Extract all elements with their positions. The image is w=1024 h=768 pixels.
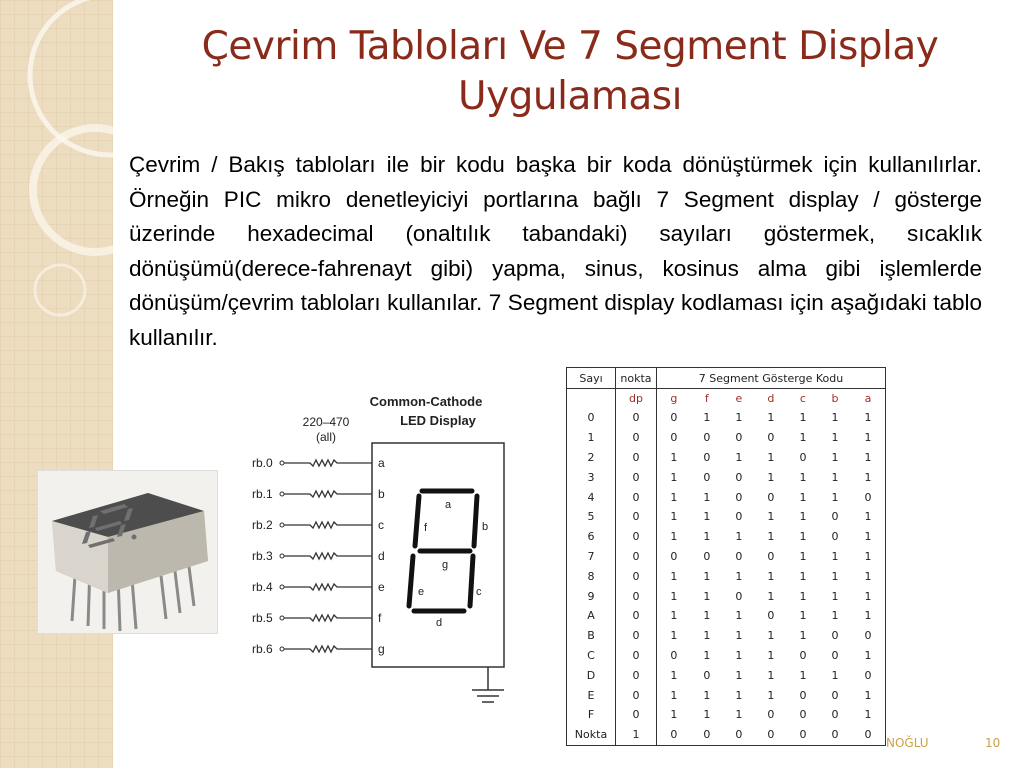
subheader-g: g [670, 392, 678, 405]
table-cell: 1 [831, 589, 839, 603]
resistor-line [282, 460, 372, 466]
input-label: f [378, 611, 382, 625]
table-cell: 1 [851, 448, 886, 468]
table-cell: 1 [831, 411, 839, 425]
table-cell: 0 [723, 725, 755, 745]
resistor-line [282, 553, 372, 559]
pin-label: rb.0 [252, 456, 273, 470]
table-cell: 1 [831, 569, 839, 583]
table-cell: 0 [703, 549, 711, 563]
table-cell: 0 [735, 589, 743, 603]
table-cell: 0 [616, 626, 657, 646]
subheader-dp: dp [616, 389, 657, 409]
footer-author: NOĞLU [886, 736, 929, 750]
table-cell: 0 [831, 708, 839, 722]
table-row [567, 547, 886, 567]
table-cell: 0 [703, 450, 711, 464]
table-cell: 1 [703, 688, 711, 702]
table-cell: 1 [670, 470, 678, 484]
table-cell: 1 [799, 629, 807, 643]
table-row [567, 685, 886, 705]
table-cell: 8 [567, 566, 616, 586]
table-cell: 0 [616, 408, 657, 428]
table-cell: 0 [767, 609, 775, 623]
pin-label: rb.4 [252, 580, 273, 594]
table-cell: 6 [567, 527, 616, 547]
table-cell: 0 [735, 431, 743, 445]
table-cell: A [567, 606, 616, 626]
schematic-title-line-2: LED Display [400, 413, 476, 428]
decorative-sidebar [0, 0, 113, 768]
table-cell: 1 [670, 708, 678, 722]
ground-symbol [472, 667, 504, 702]
table-cell: 1 [851, 606, 886, 626]
table-cell: 1 [851, 566, 886, 586]
table-cell: 1 [703, 490, 711, 504]
input-label: e [378, 580, 385, 594]
table-cell: 1 [831, 668, 839, 682]
table-row [567, 725, 886, 745]
table-cell [567, 389, 616, 409]
table-cell: 0 [799, 648, 807, 662]
table-cell: 1 [851, 705, 886, 725]
pin-dot [280, 554, 284, 558]
table-cell: 1 [851, 685, 886, 705]
table-cell: D [567, 665, 616, 685]
table-cell: 1 [831, 431, 839, 445]
table-cell: 0 [616, 586, 657, 606]
pin-row [252, 611, 382, 625]
table-cell: 5 [567, 507, 616, 527]
segment-label-g: g [442, 559, 449, 571]
table-cell: 0 [851, 487, 886, 507]
table-cell: 1 [831, 609, 839, 623]
table-cell: 1 [703, 569, 711, 583]
table-cell: 0 [691, 725, 723, 745]
table-cell: 1 [735, 450, 743, 464]
table-cell: 1 [799, 668, 807, 682]
table-row [567, 408, 886, 428]
table-cell: 0 [616, 685, 657, 705]
table-cell: 0 [767, 431, 775, 445]
table-cell: 0 [616, 705, 657, 725]
table-row [567, 606, 886, 626]
table-cell: 0 [735, 549, 743, 563]
table-cell: 1 [670, 510, 678, 524]
table-cell: 1 [703, 510, 711, 524]
table-cell: 0 [799, 688, 807, 702]
table-cell: 1 [799, 490, 807, 504]
table-cell: 1 [735, 688, 743, 702]
table-cell: 0 [616, 665, 657, 685]
table-row [567, 586, 886, 606]
subheader-e: e [735, 392, 743, 405]
table-cell: 0 [616, 527, 657, 547]
pin-row [252, 518, 384, 532]
table-row [567, 566, 886, 586]
table-cell: 0 [616, 547, 657, 567]
pin-row [252, 456, 385, 470]
table-cell: 0 [851, 725, 886, 745]
table-cell: 0 [831, 629, 839, 643]
subheader-d: d [767, 392, 775, 405]
table-cell: 0 [831, 688, 839, 702]
pin-dot [280, 585, 284, 589]
pin-label: rb.2 [252, 518, 273, 532]
resistor-line [282, 584, 372, 590]
title-line-2: Uygulaması [458, 74, 682, 119]
pin-row [252, 549, 385, 563]
seven-segment-photo [37, 470, 218, 634]
table-cell: 0 [670, 549, 678, 563]
table-cell: 1 [703, 411, 711, 425]
table-cell: 3 [567, 467, 616, 487]
table-cell: 1 [851, 547, 886, 567]
table-cell: 0 [755, 725, 787, 745]
pin-label: rb.5 [252, 611, 273, 625]
table-cell: 1 [831, 450, 839, 464]
page-number: 10 [985, 736, 1001, 750]
segment-label-e: e [418, 586, 425, 598]
schematic-title-line-1: Common-Cathode [369, 394, 483, 409]
slide-title [140, 22, 1000, 122]
table-row [567, 665, 886, 685]
table-cell: 1 [767, 569, 775, 583]
table-cell: 1 [767, 450, 775, 464]
body-paragraph: Çevrim / Bakış tabloları ile bir kodu başka bir koda dönüştürmek için kullanılırlar. Örneğin PIC mikro denetleyiciyi portlarına bağlı 7 Segment display / gösterge üzerinde hexadecimal (onaltılık tabandaki) sayıları göstermek, sıcaklık dönüşümü(derece-fahrenayt gibi) yapma, sinus, kosinus alma gibi işlemlerde dönüşüm/çevrim tabloları kullanılar. 7 Segment display kodlaması için aşağıdaki tablo kullanılır. [129, 152, 982, 350]
segment-label-c: c [476, 586, 482, 598]
table-cell: F [567, 705, 616, 725]
table-cell: 1 [567, 428, 616, 448]
table-cell: 0 [657, 725, 691, 745]
table-cell: 1 [670, 688, 678, 702]
header-nokta: nokta [616, 368, 657, 389]
segment-label-a: a [445, 499, 452, 511]
table-cell: 1 [670, 629, 678, 643]
pin-label: rb.3 [252, 549, 273, 563]
table-cell: 0 [567, 408, 616, 428]
pin-label: rb.1 [252, 487, 273, 501]
table-cell: 1 [831, 549, 839, 563]
table-cell: 1 [851, 467, 886, 487]
table-cell: 1 [767, 530, 775, 544]
table-cell: 1 [767, 411, 775, 425]
table-cell: 0 [703, 431, 711, 445]
table-cell: 1 [735, 411, 743, 425]
table-subheader-row [567, 389, 886, 409]
table-cell: 0 [616, 467, 657, 487]
subheader-a: a [851, 389, 886, 409]
table-cell: 0 [819, 725, 851, 745]
header-segment-code: 7 Segment Gösterge Kodu [657, 368, 886, 389]
table-cell: 1 [670, 609, 678, 623]
table-cell: 0 [670, 431, 678, 445]
table-cell: 1 [767, 668, 775, 682]
table-cell: 0 [787, 725, 819, 745]
table-cell: 1 [670, 668, 678, 682]
table-cell: 1 [735, 569, 743, 583]
table-cell: 1 [703, 648, 711, 662]
table-cell: 0 [831, 510, 839, 524]
table-cell: 1 [767, 589, 775, 603]
subheader-f: f [704, 392, 709, 405]
table-cell: 1 [799, 609, 807, 623]
table-cell: C [567, 646, 616, 666]
segment-label-d: d [436, 617, 443, 629]
table-cell: 1 [703, 609, 711, 623]
table-cell: 1 [767, 510, 775, 524]
table-cell: 1 [670, 589, 678, 603]
pin-dot [280, 647, 284, 651]
table-cell: 1 [670, 569, 678, 583]
table-cell: 1 [799, 431, 807, 445]
table-cell: 1 [851, 646, 886, 666]
table-cell: 0 [616, 507, 657, 527]
table-cell: 0 [703, 668, 711, 682]
input-label: a [378, 456, 385, 470]
table-row [567, 487, 886, 507]
resistor-value: 220–470 [302, 415, 350, 429]
table-cell: 1 [735, 530, 743, 544]
table-cell: 1 [831, 470, 839, 484]
segment-code-table [566, 367, 886, 745]
pin-dot [280, 461, 284, 465]
table-cell: 1 [735, 708, 743, 722]
resistor-line [282, 491, 372, 497]
table-cell: 0 [767, 490, 775, 504]
table-cell: 0 [831, 648, 839, 662]
table-cell: 0 [703, 470, 711, 484]
table-cell: 4 [567, 487, 616, 507]
table-cell: Nokta [567, 725, 616, 745]
table-cell: 1 [799, 411, 807, 425]
table-row [567, 527, 886, 547]
table-cell: 1 [670, 490, 678, 504]
table-cell: 1 [799, 470, 807, 484]
table-cell: 0 [616, 428, 657, 448]
table-cell: E [567, 685, 616, 705]
resistor-line [282, 615, 372, 621]
table-cell: 1 [799, 530, 807, 544]
table-cell: 0 [616, 448, 657, 468]
table-cell: B [567, 626, 616, 646]
pin-dot [280, 492, 284, 496]
table-cell: 1 [799, 510, 807, 524]
table-cell: 0 [735, 470, 743, 484]
table-cell: 1 [735, 668, 743, 682]
led-schematic [248, 388, 510, 713]
table-cell: 0 [831, 530, 839, 544]
table-cell: 1 [851, 586, 886, 606]
table-cell: 1 [767, 470, 775, 484]
table-cell: 1 [799, 549, 807, 563]
table-row [567, 626, 886, 646]
pin-dot [280, 616, 284, 620]
table-cell: 1 [831, 490, 839, 504]
table-cell: 0 [616, 566, 657, 586]
table-cell: 1 [767, 648, 775, 662]
table-cell: 2 [567, 448, 616, 468]
input-label: b [378, 487, 385, 501]
table-cell: 0 [799, 450, 807, 464]
table-cell: 1 [851, 527, 886, 547]
pin-dot [280, 523, 284, 527]
table-cell: 7 [567, 547, 616, 567]
table-cell: 0 [767, 708, 775, 722]
table-row [567, 448, 886, 468]
table-cell: 1 [703, 530, 711, 544]
pin-row [252, 487, 385, 501]
table-cell: 1 [851, 507, 886, 527]
header-sayi: Sayı [567, 368, 616, 389]
table-cell: 1 [799, 589, 807, 603]
table-cell: 1 [703, 589, 711, 603]
title-line-1: Çevrim Tabloları Ve 7 Segment Display [201, 24, 939, 69]
input-label: c [378, 518, 384, 532]
table-cell: 0 [735, 510, 743, 524]
table-cell: 1 [851, 428, 886, 448]
table-cell: 0 [616, 487, 657, 507]
table-cell: 0 [670, 411, 678, 425]
table-cell: 0 [670, 648, 678, 662]
pin-label: rb.6 [252, 642, 273, 656]
table-cell: 0 [851, 626, 886, 646]
table-cell: 1 [735, 648, 743, 662]
table-cell: 1 [703, 629, 711, 643]
table-cell: 1 [799, 569, 807, 583]
table-row [567, 507, 886, 527]
resistor-line [282, 522, 372, 528]
table-cell: 1 [616, 725, 657, 745]
table-cell: 0 [799, 708, 807, 722]
subheader-b: b [831, 392, 839, 405]
table-cell: 1 [735, 609, 743, 623]
resistor-line [282, 646, 372, 652]
pin-row [252, 580, 385, 594]
input-label: g [378, 642, 385, 656]
table-cell: 1 [767, 629, 775, 643]
table-cell: 0 [616, 606, 657, 626]
table-cell: 0 [735, 490, 743, 504]
table-row [567, 467, 886, 487]
table-header-row [567, 368, 886, 389]
sidebar-pattern [0, 0, 113, 768]
segment-label-f: f [424, 522, 428, 534]
display-box [372, 443, 504, 667]
resistor-note: (all) [316, 430, 336, 444]
pin-row [252, 642, 385, 656]
subheader-c: c [799, 392, 806, 405]
table-cell: 0 [767, 549, 775, 563]
table-cell: 1 [735, 629, 743, 643]
input-label: d [378, 549, 385, 563]
table-cell: 0 [851, 665, 886, 685]
table-cell: 1 [703, 708, 711, 722]
table-row [567, 705, 886, 725]
table-cell: 1 [851, 408, 886, 428]
segment-label-b: b [482, 521, 489, 533]
table-cell: 0 [616, 646, 657, 666]
table-row [567, 646, 886, 666]
table-cell: 1 [670, 530, 678, 544]
table-row [567, 428, 886, 448]
table-cell: 1 [767, 688, 775, 702]
table-cell: 9 [567, 586, 616, 606]
table-cell: 1 [670, 450, 678, 464]
